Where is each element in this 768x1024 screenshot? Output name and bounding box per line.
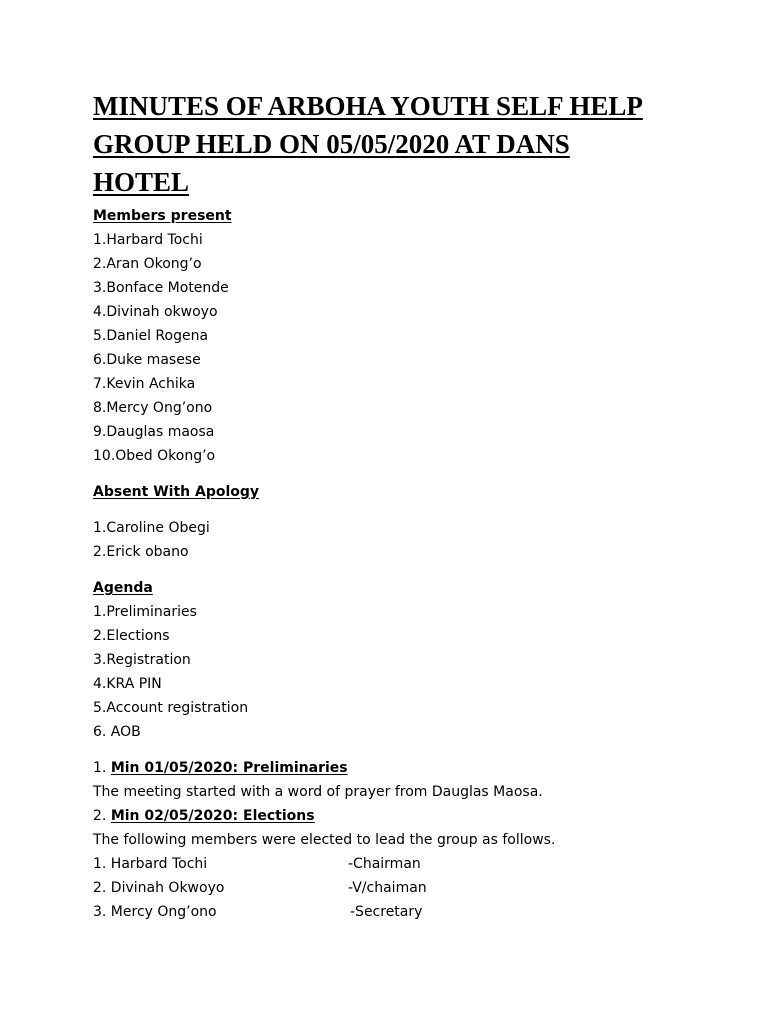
members-present-list xyxy=(93,228,713,468)
official-name: 3. Mercy Ong’ono xyxy=(93,904,217,920)
officials-list xyxy=(93,852,713,924)
list-item: 1.Caroline Obegi xyxy=(93,520,210,536)
list-item: 3.Bonface Motende xyxy=(93,280,229,296)
list-item: 9.Dauglas maosa xyxy=(93,424,215,440)
document-title: MINUTES OF ARBOHA YOUTH SELF HELP GROUP HELD ON 05/05/2020 AT DANS HOTEL xyxy=(93,91,643,197)
agenda-heading: Agenda xyxy=(93,580,153,596)
absent-with-apology-heading: Absent With Apology xyxy=(93,484,260,500)
official-role: -Secretary xyxy=(350,904,423,920)
official-row xyxy=(93,852,713,876)
list-item: 5.Account registration xyxy=(93,700,249,716)
official-name: 1. Harbard Tochi xyxy=(93,856,208,872)
official-name: 2. Divinah Okwoyo xyxy=(93,880,225,896)
minute-1-text: The meeting started with a word of prayer from Dauglas Maosa. xyxy=(93,784,543,800)
official-role: -Chairman xyxy=(348,856,421,872)
official-role: -V/chaiman xyxy=(348,880,427,896)
list-item: 4.Divinah okwoyo xyxy=(93,304,218,320)
official-row xyxy=(93,876,713,900)
minute-number: 1. xyxy=(93,760,107,776)
list-item: 2.Elections xyxy=(93,628,170,644)
minute-2-text: The following members were elected to lead the group as follows. xyxy=(93,832,556,848)
list-item: 1.Harbard Tochi xyxy=(93,232,203,248)
minute-title: Min 01/05/2020: Preliminaries xyxy=(110,760,348,776)
minute-title: Min 02/05/2020: Elections xyxy=(110,808,315,824)
list-item: 6.Duke masese xyxy=(93,352,201,368)
list-item: 1.Preliminaries xyxy=(93,604,197,620)
list-item: 4.KRA PIN xyxy=(93,676,162,692)
list-item: 7.Kevin Achika xyxy=(93,376,196,392)
members-present-heading: Members present xyxy=(93,208,232,224)
list-item: 8.Mercy Ong’ono xyxy=(93,400,213,416)
list-item: 2.Aran Okong’o xyxy=(93,256,202,272)
minute-number: 2. xyxy=(93,808,107,824)
list-item: 2.Erick obano xyxy=(93,544,189,560)
document-body xyxy=(93,204,713,924)
absent-with-apology-list xyxy=(93,516,713,564)
minute-1-header xyxy=(93,756,713,780)
list-item: 5.Daniel Rogena xyxy=(93,328,209,344)
minute-2-header xyxy=(93,804,713,828)
list-item: 10.Obed Okong’o xyxy=(93,448,216,464)
official-row xyxy=(93,900,713,924)
agenda-list xyxy=(93,600,713,744)
list-item: 3.Registration xyxy=(93,652,191,668)
list-item: 6. AOB xyxy=(93,724,141,740)
